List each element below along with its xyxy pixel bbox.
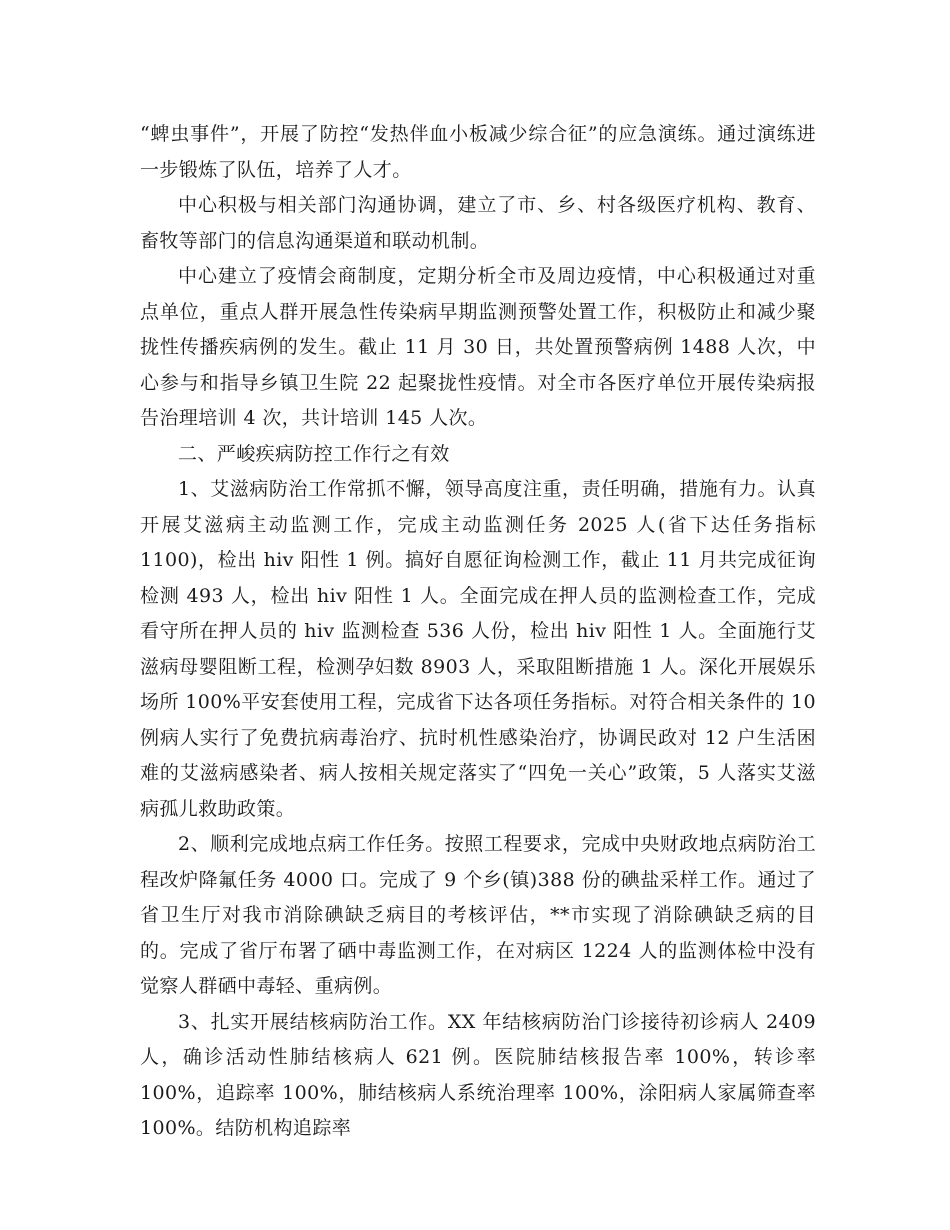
paragraph-epidemic-consultation: 中心建立了疫情会商制度，定期分析全市及周边疫情，中心积极通过对重点单位，重点人群开展急性传染病早期监测预警处置工作，积极防止和减少聚拢性传播疾病例的发生。截止 11 月 30 日，共处置预警病例 1488 人次，中心参与和指导乡镇卫生院 22 起聚拢性疫情。对全市各医疗单位开展传染病报告治理培训 4 次，共计培训 145 人次。 [140,265,816,429]
paragraph-drill: “蜱虫事件”，开展了防控“发热伴血小板减少综合征”的应急演练。通过演练进一步锻炼了队伍，培养了人才。 [140,123,816,181]
paragraph-endemic-disease: 2、顺利完成地点病工作任务。按照工程要求，完成中央财政地点病防治工程改炉降氟任务 4000 口。完成了 9 个乡(镇)388 份的碘盐采样工作。通过了省卫生厅对我市消除碘缺乏病目的考核评估，**市实现了消除碘缺乏病的目的。完成了省厅布署了硒中毒监测工作，在对病区 1224 人的监测体检中没有觉察人群硒中毒轻、重病例。 [140,833,816,997]
paragraph-aids-prevention: 1、艾滋病防治工作常抓不懈，领导高度注重，责任明确，措施有力。认真开展艾滋病主动监测工作，完成主动监测任务 2025 人(省下达任务指标 1100)，检出 hiv 阳性 1 例。搞好自愿征询检测工作，截止 11 月共完成征询检测 493 人，检出 hiv 阳性 1 人。全面完成在押人员的监测检查工作，完成看守所在押人员的 hiv 监测检查 536 人份，检出 hiv 阳性 1 人。全面施行艾滋病母婴阻断工程，检测孕妇数 8903 人，采取阻断措施 1 人。深化开展娱乐场所 100%平安套使用工程，完成省下达各项任务指标。对符合相关条件的 10 例病人实行了免费抗病毒治疗、抗时机性感染治疗，协调民政对 12 户生活困难的艾滋病感染者、病人按相关规定落实了“四免一关心”政策，5 人落实艾滋病孤儿救助政策。 [140,478,816,820]
paragraph-tuberculosis: 3、扎实开展结核病防治工作。XX 年结核病防治门诊接待初诊病人 2409 人，确诊活动性肺结核病人 621 例。医院肺结核报告率 100%，转诊率 100%，追踪率 100%，肺结核病人系统治理率 100%，涂阳病人家属筛查率 100%。结防机构追踪率 [140,1010,816,1139]
section-heading-disease-control: 二、严峻疾病防控工作行之有效 [178,442,450,465]
paragraph-coordination: 中心积极与相关部门沟通协调，建立了市、乡、村各级医疗机构、教育、畜牧等部门的信息沟通渠道和联动机制。 [140,194,816,252]
document-body [140,117,816,1147]
